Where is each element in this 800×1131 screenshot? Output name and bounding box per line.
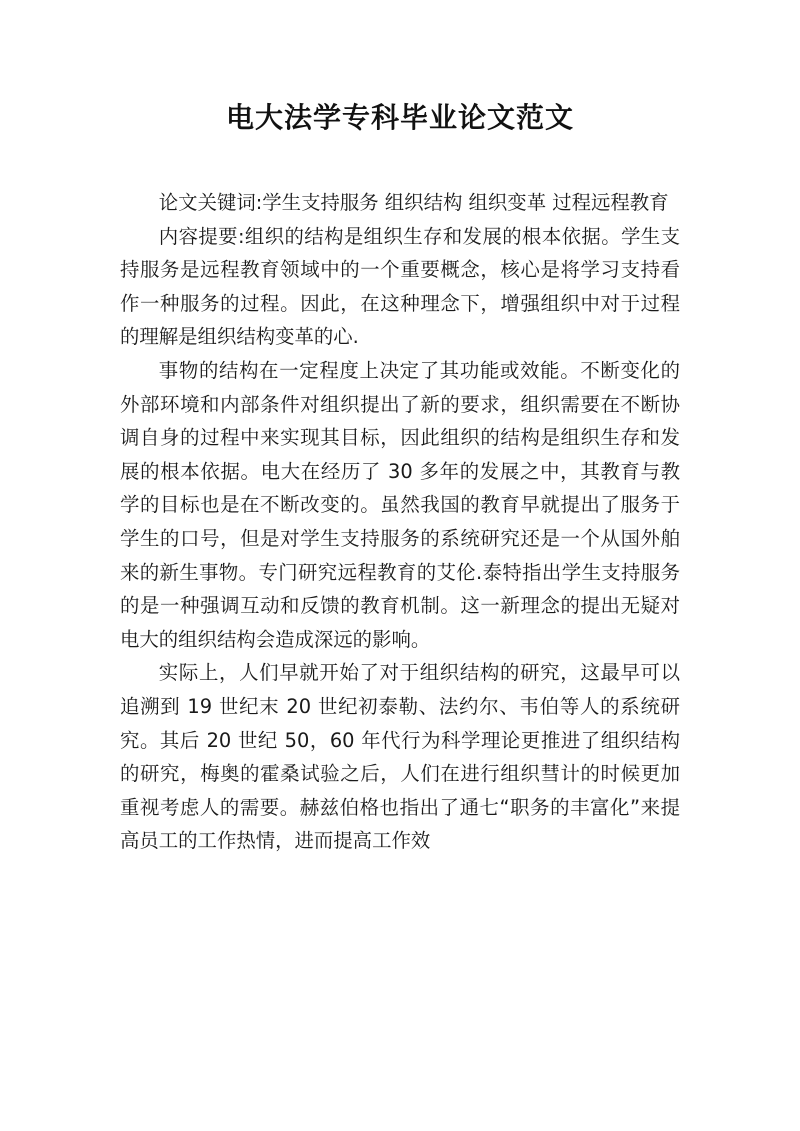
document-title: 电大法学专科毕业论文范文 (225, 101, 574, 134)
document-body (120, 186, 680, 858)
keywords-paragraph: 论文关键词:学生支持服务 组织结构 组织变革 过程远程教育 (158, 191, 669, 214)
body-paragraph-1: 事物的结构在一定程度上决定了其功能或效能。不断变化的外部环境和内部条件对组织提出了新的要求，组织需要在不断协调自身的过程中来实现其目标，因此组织的结构是组织生存和发展的根本依据。电大在经历了 30 多年的发展之中，其教育与教学的目标也是在不断改变的。虽然我国的教育早就提出了服务于学生的口号，但是对学生支持服务的系统研究还是一个从国外舶来的新生事物。专门研究远程教育的艾伦.泰特指出学生支持服务的是一种强调互动和反馈的教育机制。这一新理念的提出无疑对电大的组织结构会造成深远的影响。 (120, 358, 680, 651)
body-paragraph-2: 实际上，人们早就开始了对于组织结构的研究，这最早可以追溯到 19 世纪末 20 世纪初泰勒、法约尔、韦伯等人的系统研究。其后 20 世纪 50，60 年代行为科学理论更推进了组织结构的研究，梅奥的霍桑试验之后，人们在进行组织彗计的时候更加重视考虑人的需要。赫兹伯格也指出了通七“职务的丰富化”来提高员工的工作热情，进而提高工作效 (120, 661, 680, 853)
abstract-paragraph: 内容提要:组织的结构是组织生存和发展的根本依据。学生支持服务是远程教育领域中的一个重要概念，核心是将学习支持看作一种服务的过程。因此，在这种理念下，增强组织中对于过程的理解是组织结构变革的心. (120, 224, 680, 349)
